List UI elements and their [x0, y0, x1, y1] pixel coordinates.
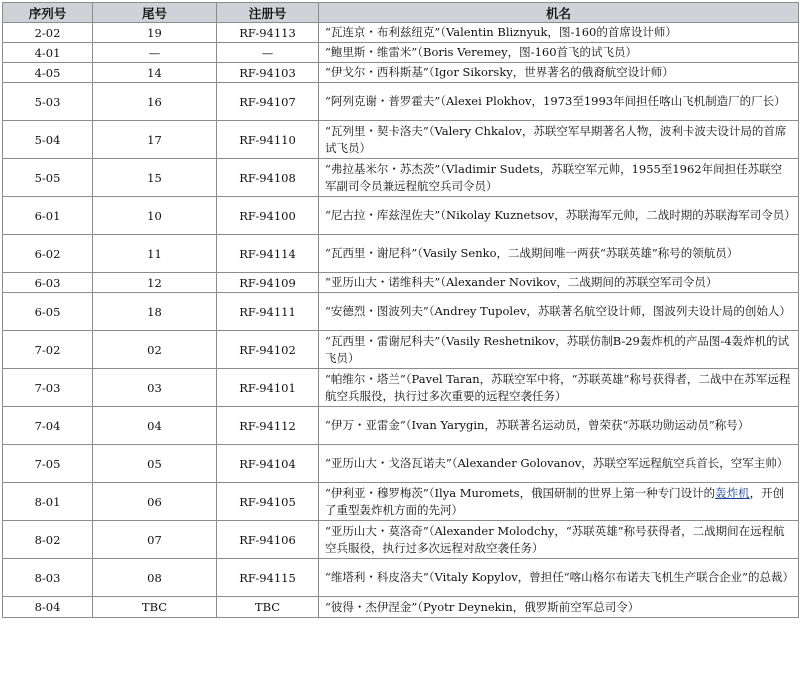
registration-number-cell: RF-94101: [217, 369, 319, 407]
serial-number-cell: 6-03: [3, 273, 93, 293]
table-row: [3, 483, 799, 521]
registration-number-cell: RF-94100: [217, 197, 319, 235]
serial-number-cell: 6-02: [3, 235, 93, 273]
tail-number-cell: 18: [93, 293, 217, 331]
aircraft-name-cell: “瓦西里・谢尼科”（Vasily Senko，二战期间唯一两获“苏联英雄”称号的领航员）: [319, 235, 799, 273]
table-row: [3, 159, 799, 197]
registration-number-cell: RF-94106: [217, 521, 319, 559]
tail-number-cell: 02: [93, 331, 217, 369]
tail-number-cell: 12: [93, 273, 217, 293]
serial-number-cell: 2-02: [3, 23, 93, 43]
registration-number-cell: RF-94111: [217, 293, 319, 331]
aircraft-name-text: “伊利亚・穆罗梅茨”（Ilya Muromets，俄国研制的世界上第一种专门设计的: [325, 485, 716, 500]
registration-number-cell: RF-94108: [217, 159, 319, 197]
tail-number-cell: 17: [93, 121, 217, 159]
table-row: [3, 23, 799, 43]
header-registration-number: 注册号: [217, 3, 319, 23]
tail-number-cell: TBC: [93, 597, 217, 618]
serial-number-cell: 5-05: [3, 159, 93, 197]
registration-number-cell: —: [217, 43, 319, 63]
aircraft-name-cell: “伊戈尔・西科斯基”（Igor Sikorsky，世界著名的俄裔航空设计师）: [319, 63, 799, 83]
table-row: [3, 235, 799, 273]
serial-number-cell: 5-03: [3, 83, 93, 121]
aircraft-name-cell: “瓦连京・布利兹纽克”（Valentin Bliznyuk，图-160的首席设计师）: [319, 23, 799, 43]
bomber-link[interactable]: 轰炸机: [715, 485, 750, 500]
registration-number-cell: RF-94109: [217, 273, 319, 293]
tail-number-cell: 11: [93, 235, 217, 273]
aircraft-name-cell: “尼古拉・库兹涅佐夫”（Nikolay Kuznetsov，苏联海军元帅，二战时期的苏联海军司令员）: [319, 197, 799, 235]
aircraft-name-cell: “彼得・杰伊涅金”（Pyotr Deynekin，俄罗斯前空军总司令）: [319, 597, 799, 618]
table-row: [3, 521, 799, 559]
header-tail-number: 尾号: [93, 3, 217, 23]
table-row: [3, 407, 799, 445]
tail-number-cell: 03: [93, 369, 217, 407]
registration-number-cell: RF-94104: [217, 445, 319, 483]
table-row: [3, 293, 799, 331]
header-aircraft-name: 机名: [319, 3, 799, 23]
aircraft-name-cell: “亚历山大・莫洛奇”（Alexander Molodchy，“苏联英雄”称号获得者，二战期间在远程航空兵服役，执行过多次远程对敌空袭任务）: [319, 521, 799, 559]
table-row: [3, 369, 799, 407]
aircraft-name-cell: “阿列克谢・普罗霍夫”（Alexei Plokhov，1973至1993年间担任喀山飞机制造厂的厂长）: [319, 83, 799, 121]
serial-number-cell: 8-04: [3, 597, 93, 618]
registration-number-cell: RF-94107: [217, 83, 319, 121]
tail-number-cell: 07: [93, 521, 217, 559]
aircraft-name-cell: “瓦西里・雷谢尼科夫”（Vasily Reshetnikov，苏联仿制B-29轰炸机的产品图-4轰炸机的试飞员）: [319, 331, 799, 369]
table-header-row: [3, 3, 799, 23]
registration-number-cell: RF-94102: [217, 331, 319, 369]
table-row: [3, 445, 799, 483]
aircraft-name-cell: [319, 483, 799, 521]
aircraft-name-cell: “维塔利・科皮洛夫”（Vitaly Kopylov，曾担任“喀山格尔布诺夫飞机生产联合企业”的总裁）: [319, 559, 799, 597]
table-row: [3, 331, 799, 369]
serial-number-cell: 7-05: [3, 445, 93, 483]
registration-number-cell: TBC: [217, 597, 319, 618]
tail-number-cell: 14: [93, 63, 217, 83]
tail-number-cell: 10: [93, 197, 217, 235]
serial-number-cell: 4-01: [3, 43, 93, 63]
aircraft-name-cell: “弗拉基米尔・苏杰茨”（Vladimir Sudets，苏联空军元帅，1955至1962年间担任苏联空军副司令员兼远程航空兵司令员）: [319, 159, 799, 197]
serial-number-cell: 8-02: [3, 521, 93, 559]
table-row: [3, 83, 799, 121]
aircraft-name-table: [2, 2, 799, 618]
serial-number-cell: 7-02: [3, 331, 93, 369]
table-row: [3, 121, 799, 159]
serial-number-cell: 8-03: [3, 559, 93, 597]
table-row: [3, 43, 799, 63]
tail-number-cell: 19: [93, 23, 217, 43]
aircraft-name-cell: “伊万・亚雷金”（Ivan Yarygin，苏联著名运动员，曾荣获“苏联功勋运动员”称号）: [319, 407, 799, 445]
aircraft-name-cell: “帕维尔・塔兰”（Pavel Taran，苏联空军中将，“苏联英雄”称号获得者，二战中在苏军远程航空兵服役，执行过多次重要的远程空袭任务）: [319, 369, 799, 407]
aircraft-name-cell: “亚历山大・诺维科夫”（Alexander Novikov，二战期间的苏联空军司令员）: [319, 273, 799, 293]
serial-number-cell: 4-05: [3, 63, 93, 83]
registration-number-cell: RF-94103: [217, 63, 319, 83]
aircraft-name-text: ，开创了重型轰炸机方面的先河）: [325, 485, 785, 517]
registration-number-cell: RF-94114: [217, 235, 319, 273]
aircraft-name-cell: “安德烈・图波列夫”（Andrey Tupolev，苏联著名航空设计师，图波列夫设计局的创始人）: [319, 293, 799, 331]
header-serial-number: 序列号: [3, 3, 93, 23]
tail-number-cell: 15: [93, 159, 217, 197]
table-row: [3, 197, 799, 235]
serial-number-cell: 8-01: [3, 483, 93, 521]
table-row: [3, 273, 799, 293]
tail-number-cell: 04: [93, 407, 217, 445]
registration-number-cell: RF-94112: [217, 407, 319, 445]
serial-number-cell: 5-04: [3, 121, 93, 159]
aircraft-name-cell: “瓦列里・契卡洛夫”（Valery Chkalov，苏联空军早期著名人物，波利卡波夫设计局的首席试飞员）: [319, 121, 799, 159]
serial-number-cell: 7-04: [3, 407, 93, 445]
registration-number-cell: RF-94113: [217, 23, 319, 43]
table-body: [3, 23, 799, 618]
registration-number-cell: RF-94105: [217, 483, 319, 521]
tail-number-cell: 08: [93, 559, 217, 597]
tail-number-cell: 16: [93, 83, 217, 121]
registration-number-cell: RF-94115: [217, 559, 319, 597]
tail-number-cell: 05: [93, 445, 217, 483]
tail-number-cell: —: [93, 43, 217, 63]
aircraft-name-cell: “鲍里斯・维雷米”（Boris Veremey，图-160首飞的试飞员）: [319, 43, 799, 63]
table-row: [3, 63, 799, 83]
tail-number-cell: 06: [93, 483, 217, 521]
serial-number-cell: 6-05: [3, 293, 93, 331]
serial-number-cell: 6-01: [3, 197, 93, 235]
table-row: [3, 559, 799, 597]
registration-number-cell: RF-94110: [217, 121, 319, 159]
table-row: [3, 597, 799, 618]
aircraft-name-cell: “亚历山大・戈洛瓦诺夫”（Alexander Golovanov，苏联空军远程航空兵首长，空军主帅）: [319, 445, 799, 483]
serial-number-cell: 7-03: [3, 369, 93, 407]
